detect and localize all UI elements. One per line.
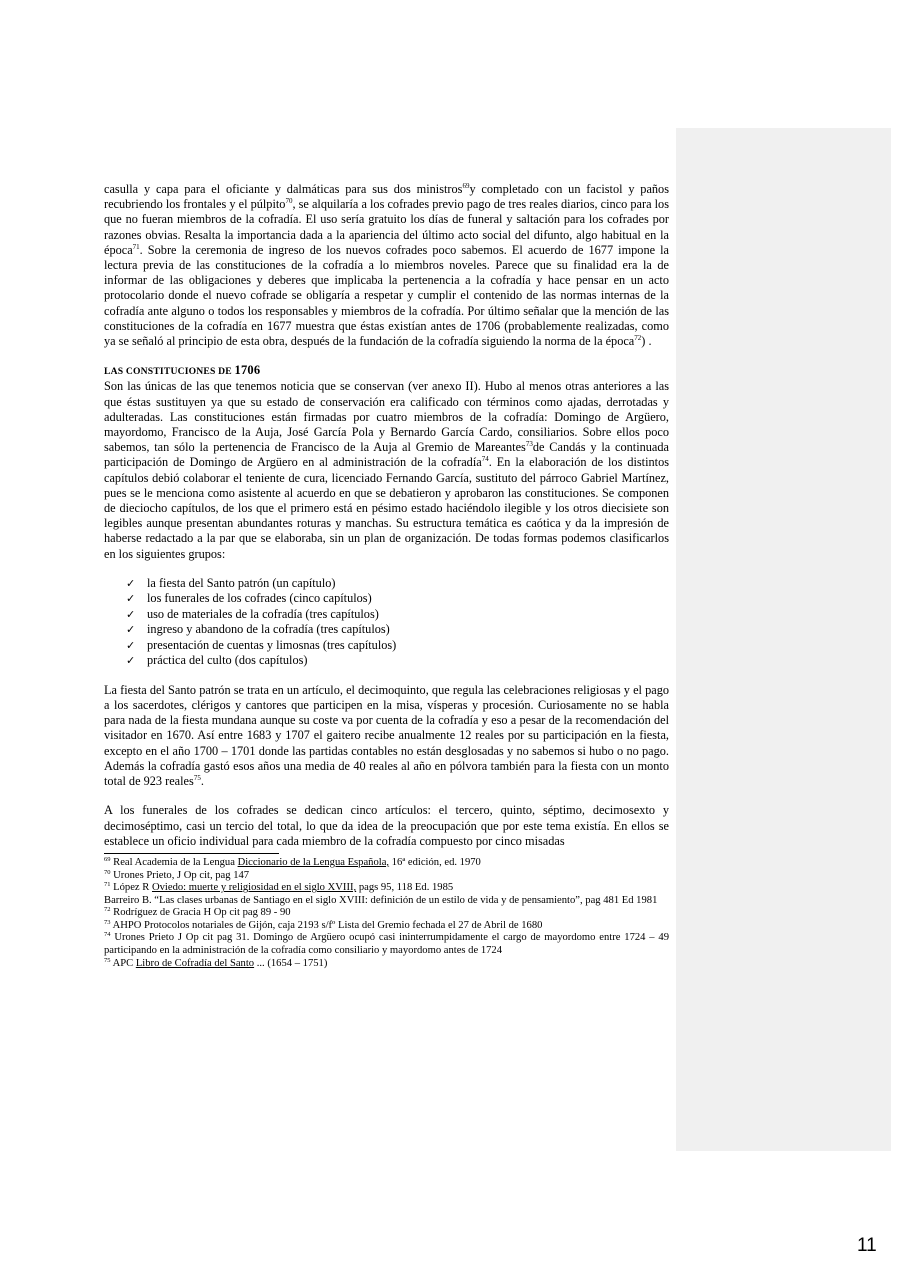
section-heading: LAS CONSTITUCIONES DE 1706 <box>104 363 261 378</box>
footnote-link[interactable]: Diccionario de la Lengua Española, <box>237 856 390 868</box>
checkmark-icon: ✓ <box>126 607 136 621</box>
footnote-73: $^{73}$ AHPO Protocolos notariales de Gijón, caja 2193 s/fº Lista del Gremio fechada el 27 de Abril de 1680 <box>104 918 543 931</box>
footnote-link[interactable]: Libro de Cofradía del Santo <box>135 957 255 969</box>
list-item: ✓ la fiesta del Santo patrón (un capítulo) <box>126 575 336 590</box>
paragraph-3: La fiesta del Santo patrón se trata en un artículo, el decimoquinto, que regula las celebraciones religiosas y el pago a los sacerdotes, clérigos y cantores que participen en la misa, vísperas y procesión. Curiosamente no se habla para nada de la fiesta mundana aunque su coste va por cuenta de la cofradía y eso a pesar de la recomendación del visitador en 1670. Así entre 1683 y 1707 el gaitero recibe anualmente 12 reales por su participación en la fiesta, excepto en el año 1700 – 1701 donde las partidas contables no están desglosadas y no sabemos si hubo o no pago. Además la cofradía gastó esos años una media de 40 reales al año en pólvora también para la fiesta con un monto total de 923 reales$^{75}$. <box>104 682 669 789</box>
footnote-ref-71[interactable]: 71 <box>132 242 140 251</box>
footnote-71-continued: Barreiro B. “Las clases urbanas de Santiago en el siglo XVIII: definición de un estilo de vida y de pensamiento”, pag 481 Ed 1981 <box>104 894 658 906</box>
checkmark-icon: ✓ <box>126 592 136 606</box>
footnote-72: $^{72}$ Rodríguez de Gracia H Op cit pag 89 - 90 <box>104 906 291 919</box>
paragraph-4: A los funerales de los cofrades se dedican cinco artículos: el tercero, quinto, séptimo, decimosexto y decimoséptimo, casi un tercio del total, lo que da idea de la preocupación que por este tema existía. En ellos se establece un oficio individual para cada miembro de la cofradía compuesto por cinco misadas <box>104 803 669 848</box>
footnote-separator <box>104 853 279 854</box>
checkmark-icon: ✓ <box>126 638 136 652</box>
list-item: ✓ los funerales de los cofrades (cinco capítulos) <box>126 591 372 606</box>
footnote-ref-73[interactable]: 73 <box>525 440 533 449</box>
footnote-ref-69[interactable]: 69 <box>462 182 470 190</box>
footnote-74: $^{74}$ Urones Prieto J Op cit pag 31. Domingo de Argüero ocupó casi ininterrumpidamente el cargo de mayordomo entre 1724 – 49 participando en la administración de la cofradía como consiliario y mayordomo antes de 1724 <box>104 931 669 957</box>
footnote-70: $^{70}$ Urones Prieto, J Op cit, pag 147 <box>104 868 250 881</box>
footnotes <box>104 857 669 970</box>
list-item: ✓ ingreso y abandono de la cofradía (tres capítulos) <box>126 622 390 637</box>
footnote-link[interactable]: Oviedo: muerte y religiosidad en el siglo XVIII, <box>151 882 357 894</box>
footnote-69: $^{69}$ Real Academia de la Lengua Diccionario de la Lengua Española, 16ª edición, ed. 1970 <box>104 855 481 868</box>
list-item: ✓ uso de materiales de la cofradía (tres capítulos) <box>126 606 379 621</box>
checkmark-icon: ✓ <box>126 623 136 637</box>
footnote-ref-72[interactable]: 72 <box>634 334 642 343</box>
footnote-ref-70[interactable]: 70 <box>285 197 293 206</box>
paragraph-2: Son las únicas de las que tenemos noticia que se conservan (ver anexo II). Hubo al menos otras anteriores a las que éstas sustituyen ya que su estado de conservación era calificado con términos como ajadas, derrotadas y adulteradas. Las constituciones están firmadas por cuatro miembros de la cofradía: Domingo de Argüero, mayordomo, Francisco de la Auja, José García Pola y Bernardo García Cardo, consiliarios. Sobre ellos poco sabemos, tan sólo la pertenencia de Francisco de la Auja al Gremio de Mareantes$^{73}$de Candás y la continuada participación de Domingo de Argüero en al administración de la cofradía$^{74}$. En la elaboración de los distintos capítulos debió colaborar el teniente de cura, licenciado Fernando García, sustituto del párroco Gabriel Martínez, pues se le menciona como asistente al acuerdo en que se debatieron y aprobaron las constituciones. Se componen de dieciocho capítulos, de los que el primero está en pésimo estado haciéndolo ilegible y los otros diecisiete son legibles aunque presentan abundantes roturas y manchas. Su estructura temática es caótica y da la impresión de haberse redactado a la par que se elaboraba, sin un plan de organización. De todas formas podemos clasificarlos en los siguientes grupos: <box>104 379 669 561</box>
chapter-groups-list <box>104 576 669 669</box>
document-body <box>104 182 669 970</box>
checkmark-icon: ✓ <box>126 654 136 668</box>
list-item: ✓ presentación de cuentas y limosnas (tres capítulos) <box>126 637 397 652</box>
page-number: 11 <box>857 1235 877 1256</box>
paragraph-1: casulla y capa para el oficiante y dalmáticas para sus dos ministros$^{69}$y completado con un facistol y paños recubriendo los frontales y el púlpito$^{70}$, se alquilaría a los cofrades previo pago de tres reales diarios, cinco para los que no fueran miembros de la cofradía. El uso sería gratuito los días de funeral y saltación para los cofrades por razones obvias. Resalta la importancia dada a la apariencia del último acto social del difunto, algo habitual en la época$^{71}$. Sobre la ceremonia de ingreso de los nuevos cofrades poco sabemos. El acuerdo de 1677 impone la lectura previa de las constituciones de la cofradía a lo miembros noveles. Parece que su finalidad era la de informar de las obligaciones y deberes que implicaba la pertenencia a la cofradía y hace pensar en un acto protocolario donde el nuevo cofrade se obligaría a respetar y cumplir el contenido de las normas internas de la cofradía ante alguno o todos los responsables y miembros de la cofradía. Por último señalar que la mención de las constituciones de la cofradía en 1677 muestra que éstas existían antes de 1706 (probablemente realizadas, como ya se señaló al principio de esta obra, después de la fundación de la cofradía siguiendo la norma de la época$^{72}$) . <box>104 182 669 349</box>
list-item: ✓ práctica del culto (dos capítulos) <box>126 653 308 668</box>
comment-pane <box>676 128 891 1151</box>
footnote-ref-75[interactable]: 75 <box>193 774 201 783</box>
checkmark-icon: ✓ <box>126 576 136 590</box>
footnote-75: $^{75}$ APC Libro de Cofradía del Santo ... (1654 – 1751) <box>104 956 328 969</box>
footnote-71: $^{71}$ López R Oviedo: muerte y religiosidad en el siglo XVIII, pags 95, 118 Ed. 1985 <box>104 881 454 894</box>
footnote-ref-74[interactable]: 74 <box>481 455 489 464</box>
